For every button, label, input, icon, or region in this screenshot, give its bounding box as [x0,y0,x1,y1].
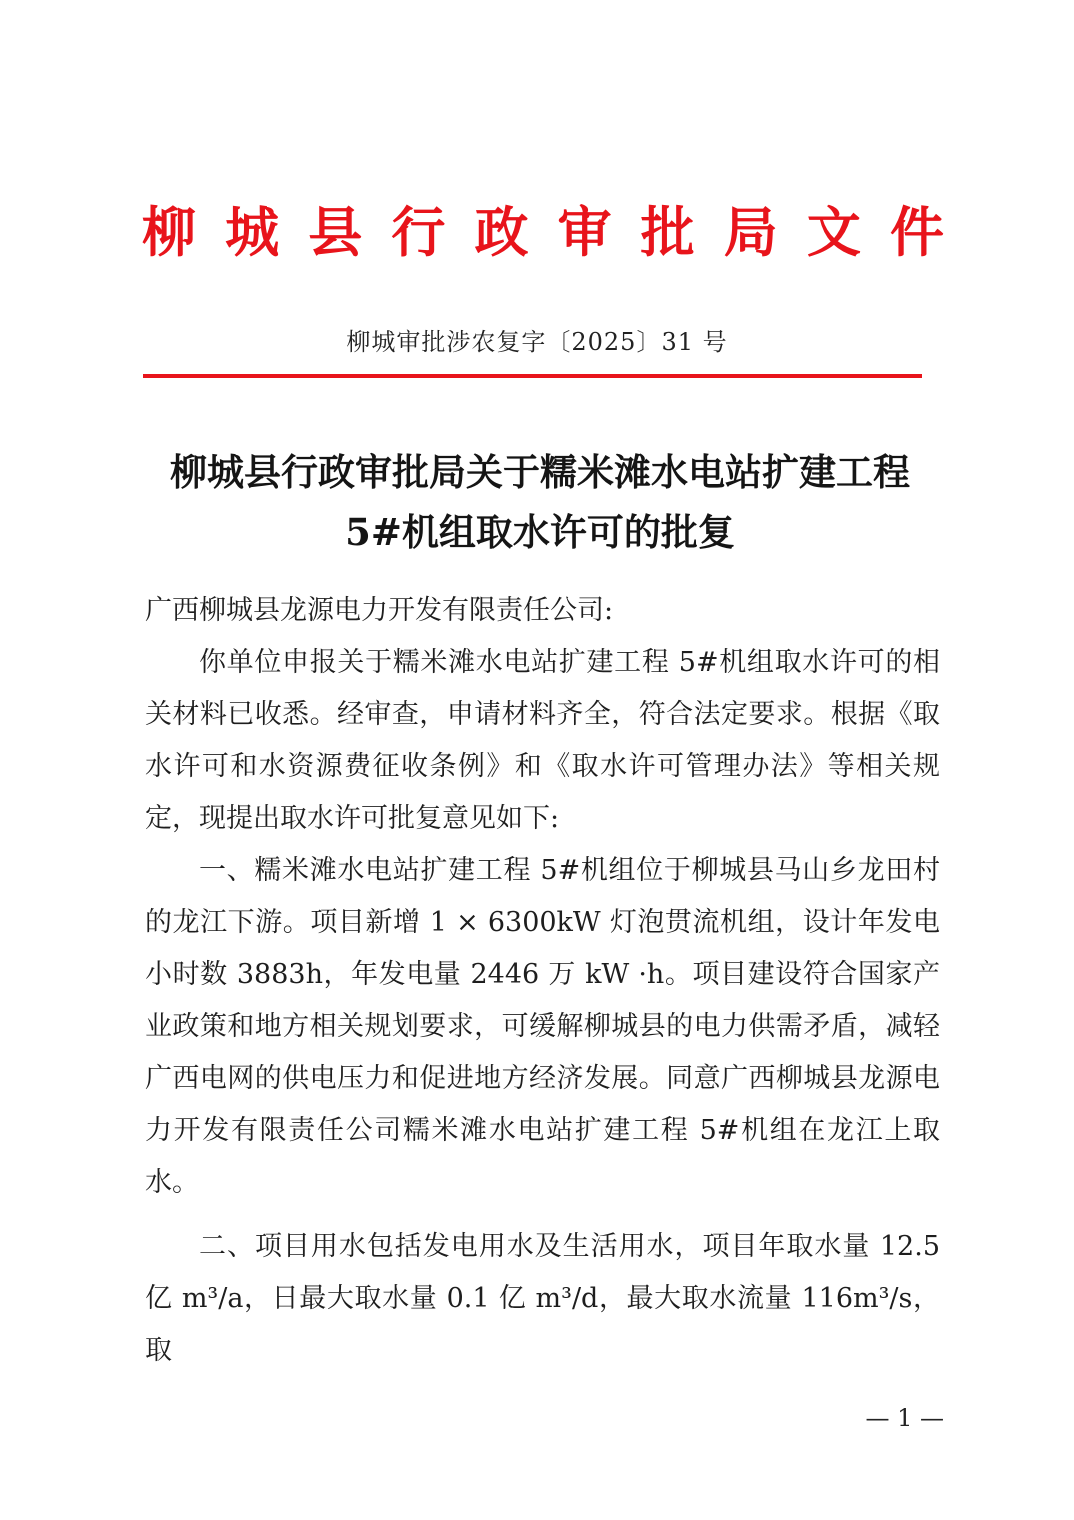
title-line-1: 柳城县行政审批局关于糯米滩水电站扩建工程 [170,450,910,494]
page-number: — 1 — [865,1404,944,1432]
body-paragraph-1: 你单位申报关于糯米滩水电站扩建工程 5#机组取水许可的相关材料已收悉。经审查，申请材料齐全，符合法定要求。根据《取水许可和水资源费征收条例》和《取水许可管理办法》等相关规定，现提出取水许可批复意见如下: [145,647,940,834]
red-divider [143,374,922,378]
document-number: 柳城审批涉农复字〔2025〕31 号 [346,328,728,356]
document-title [140,442,940,562]
agency-banner: 柳 城 县 行 政 审 批 局 文 件 [142,200,944,264]
body-paragraph-2: 一、糯米滩水电站扩建工程 5#机组位于柳城县马山乡龙田村的龙江下游。项目新增 1 × 6300kW 灯泡贯流机组，设计年发电小时数 3883h，年发电量 2446 万 kW ·h。项目建设符合国家产业政策和地方相关规划要求，可缓解柳城县的电力供需矛盾，减轻广西电网的供电压力和促进地方经济发展。同意广西柳城县龙源电力开发有限责任公司糯米滩水电站扩建工程 5#机组在龙江上取水。 [145,855,940,1198]
title-line-2: 5#机组取水许可的批复 [345,510,735,554]
body-paragraph-3: 二、项目用水包括发电用水及生活用水，项目年取水量 12.5 亿 m³/a，日最大取水量 0.1 亿 m³/d，最大取水流量 116m³/s，取 [145,1231,940,1366]
document-body [145,585,940,1377]
addressee: 广西柳城县龙源电力开发有限责任公司: [145,595,614,626]
